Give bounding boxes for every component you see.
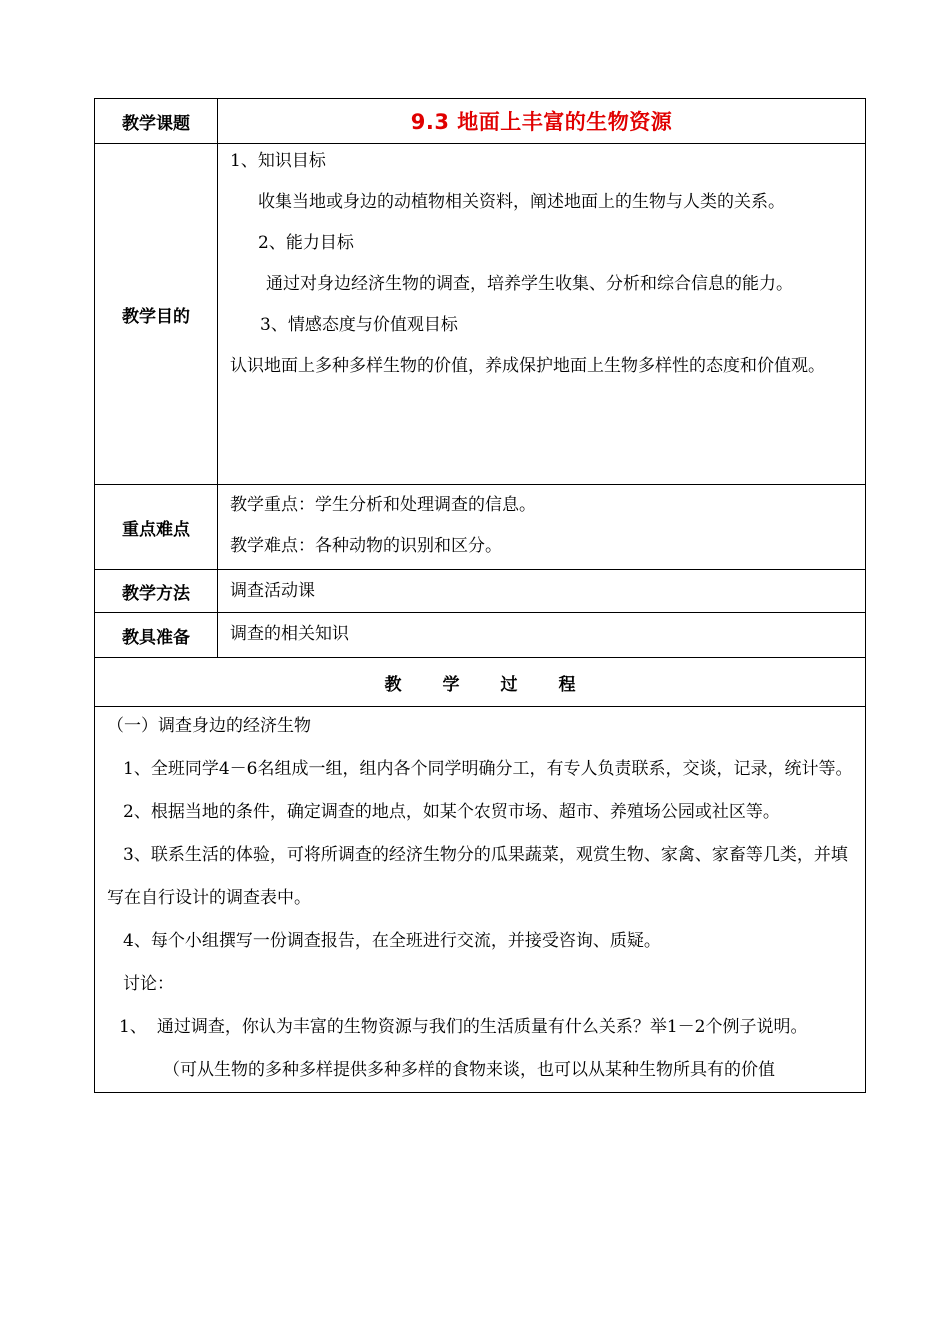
row-method: [95, 570, 866, 613]
process-heading-char: 过: [500, 674, 518, 695]
goal-heading-ability: 2、能力目标: [258, 233, 354, 253]
goal-text-ability: 通过对身边经济生物的调查，培养学生收集、分析和综合信息的能力。: [266, 274, 793, 294]
row-key-points: [95, 485, 866, 570]
key-point-focus: 教学重点：学生分析和处理调查的信息。: [230, 495, 536, 515]
goal-text-values: 认识地面上多种多样生物的价值，养成保护地面上生物多样性的态度和价值观。: [230, 356, 825, 376]
process-item: 3、联系生活的体验，可将所调查的经济生物分的瓜果蔬菜，观赏生物、家禽、家畜等几类，并填写在自行设计的调查表中。: [107, 845, 848, 908]
discussion-hint: （可从生物的多种多样提供多种多样的食物来谈，也可以从某种生物所具有的价值: [163, 1060, 775, 1080]
label-goals: 教学目的: [95, 144, 218, 485]
label-key-points: 重点难点: [95, 485, 218, 570]
discussion-question-number: 1、: [119, 1017, 147, 1037]
discussion-label: 讨论：: [123, 974, 174, 994]
goal-text-knowledge: 收集当地或身边的动植物相关资料，阐述地面上的生物与人类的关系。: [258, 192, 785, 212]
row-tools: [95, 613, 866, 658]
row-process-body: [95, 707, 866, 1093]
goal-heading-knowledge: 1、知识目标: [230, 151, 326, 171]
label-tools: 教具准备: [95, 613, 218, 658]
process-heading-char: 学: [442, 674, 460, 695]
process-item: 1、全班同学4－6名组成一组，组内各个同学明确分工，有专人负责联系，交谈，记录，统计等。: [123, 759, 853, 779]
process-section-title: （一）调查身边的经济生物: [107, 716, 311, 736]
lesson-title: 9.3 地面上丰富的生物资源: [410, 110, 673, 134]
lesson-plan-table: [94, 98, 866, 1093]
process-heading-char: 程: [558, 674, 576, 695]
row-goals: [95, 144, 866, 485]
key-points-cell: [218, 485, 866, 570]
row-process-heading: [95, 658, 866, 707]
process-item: 4、每个小组撰写一份调查报告，在全班进行交流，并接受咨询、质疑。: [123, 931, 661, 951]
key-point-difficulty: 教学难点：各种动物的识别和区分。: [230, 536, 502, 556]
method-value: 调查活动课: [218, 570, 866, 613]
process-body: [95, 707, 866, 1093]
discussion-question-text: 通过调查，你认为丰富的生物资源与我们的生活质量有什么关系？举1－2个例子说明。: [156, 1017, 808, 1037]
tools-value: 调查的相关知识: [218, 613, 866, 658]
label-method: 教学方法: [95, 570, 218, 613]
goals-cell: [218, 144, 866, 485]
discussion-question: [107, 1006, 855, 1049]
topic-cell: [218, 99, 866, 144]
goal-heading-values: 3、情感态度与价值观目标: [260, 315, 458, 335]
row-topic: [95, 99, 866, 144]
process-heading: [95, 658, 866, 707]
process-item: 2、根据当地的条件，确定调查的地点，如某个农贸市场、超市、养殖场公园或社区等。: [123, 802, 780, 822]
label-topic: 教学课题: [95, 99, 218, 144]
process-heading-char: 教: [384, 674, 402, 695]
